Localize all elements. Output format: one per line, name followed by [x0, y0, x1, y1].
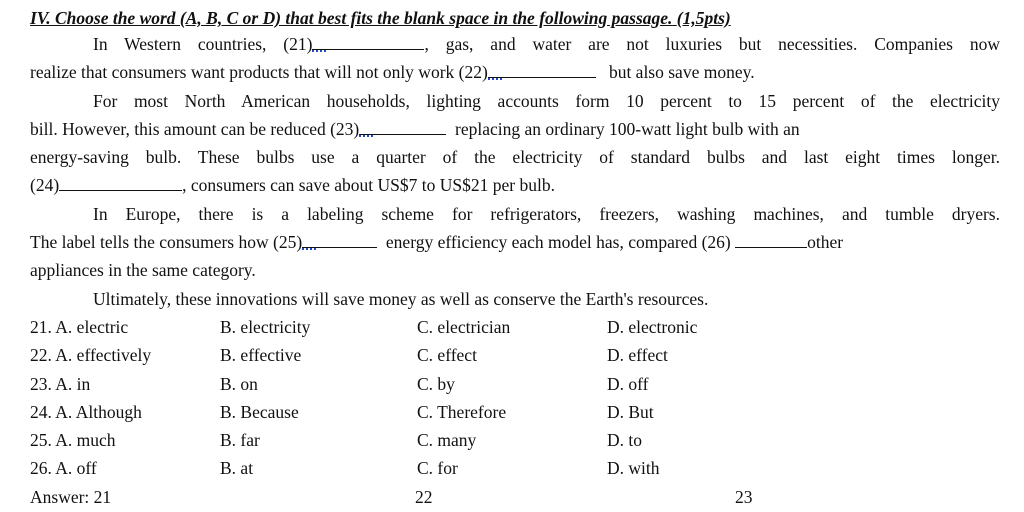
passage-text: Ultimately, these innovations will save money as well as conserve the Earth's resources.: [93, 288, 709, 309]
passage-text: bill. However, this amount can be reduced (23): [30, 118, 360, 139]
passage-text: realize that consumers want products that will not only work (22): [30, 62, 488, 83]
passage-line: [30, 87, 1000, 115]
option-a: 23. A. in: [30, 373, 91, 394]
passage-text: but also save money.: [608, 62, 755, 83]
option-c: C. Therefore: [417, 401, 507, 422]
passage-text: other: [807, 232, 844, 253]
passage-text: , consumers can save about US$7 to US$21 per bulb.: [182, 175, 555, 196]
passage-text: For most North American households, lighting accounts form 10 percent to 15 percent of the electricity: [93, 90, 1000, 111]
passage-text: The label tells the consumers how (25): [30, 232, 303, 253]
option-c: C. for: [417, 458, 458, 479]
passage-line: [30, 171, 1000, 199]
passage-line: [30, 256, 1000, 284]
option-a: 22. A. effectively: [30, 345, 152, 366]
option-d: D. off: [607, 373, 649, 394]
answer-line: [30, 482, 1000, 512]
option-a: 21. A. electric: [30, 317, 129, 337]
option-d: D. But: [607, 401, 654, 422]
passage-line: [30, 228, 1000, 256]
option-d: D. effect: [607, 345, 668, 366]
passage-line: [30, 30, 1000, 58]
option-c: C. many: [417, 430, 477, 451]
passage-text: , gas, and water are not luxuries but necessities. Companies now: [424, 34, 1000, 54]
option-d: D. to: [607, 430, 642, 451]
passage-text: appliances in the same category.: [30, 260, 256, 281]
option-b: B. far: [220, 430, 260, 451]
passage-line: [30, 143, 1000, 171]
answer-label: Answer: 21: [30, 487, 112, 507]
blank-24: [59, 172, 182, 191]
option-b: B. effective: [220, 345, 302, 366]
blank-22: [488, 59, 596, 78]
passage-line: [30, 115, 1000, 143]
passage-line: [30, 200, 1000, 228]
blank-26: [735, 229, 807, 248]
option-b: B. on: [220, 373, 258, 394]
option-a: 25. A. much: [30, 430, 116, 451]
option-c: C. by: [417, 373, 455, 394]
passage-line: [30, 58, 1000, 86]
heading-text: IV. Choose the word (A, B, C or D) that best fits the blank space in the following passage.: [30, 8, 673, 28]
passage-text: replacing an ordinary 100-watt light bulb with an: [455, 118, 800, 139]
blank-23: [359, 116, 446, 135]
answer-23: 23: [735, 487, 753, 507]
option-c: C. effect: [417, 345, 477, 366]
passage-text: (24): [30, 175, 60, 196]
passage-text: energy-saving bulb. These bulbs use a quarter of the electricity of standard bulbs and last eight times longer.: [30, 147, 1000, 168]
exercise-section: [30, 6, 1000, 313]
option-a: 24. A. Although: [30, 401, 142, 422]
passage-text: In Western countries, (21): [93, 34, 313, 54]
option-b: B. at: [220, 458, 254, 479]
passage-text: energy efficiency each model has, compared (26): [385, 232, 731, 253]
option-b: B. Because: [220, 401, 299, 422]
passage-line: [30, 285, 1000, 313]
option-d: D. electronic: [607, 317, 698, 337]
option-a: 26. A. off: [30, 458, 97, 479]
exercise-heading: [30, 6, 1000, 30]
passage-text: In Europe, there is a labeling scheme for refrigerators, freezers, washing machines, and tumble dryers.: [93, 203, 1000, 224]
answer-22: 22: [415, 487, 433, 507]
blank-25: [302, 229, 377, 248]
heading-points: (1,5pts): [676, 8, 731, 28]
option-c: C. electrician: [417, 317, 511, 337]
option-d: D. with: [607, 458, 660, 479]
option-b: B. electricity: [220, 317, 311, 337]
blank-21: [312, 31, 424, 50]
